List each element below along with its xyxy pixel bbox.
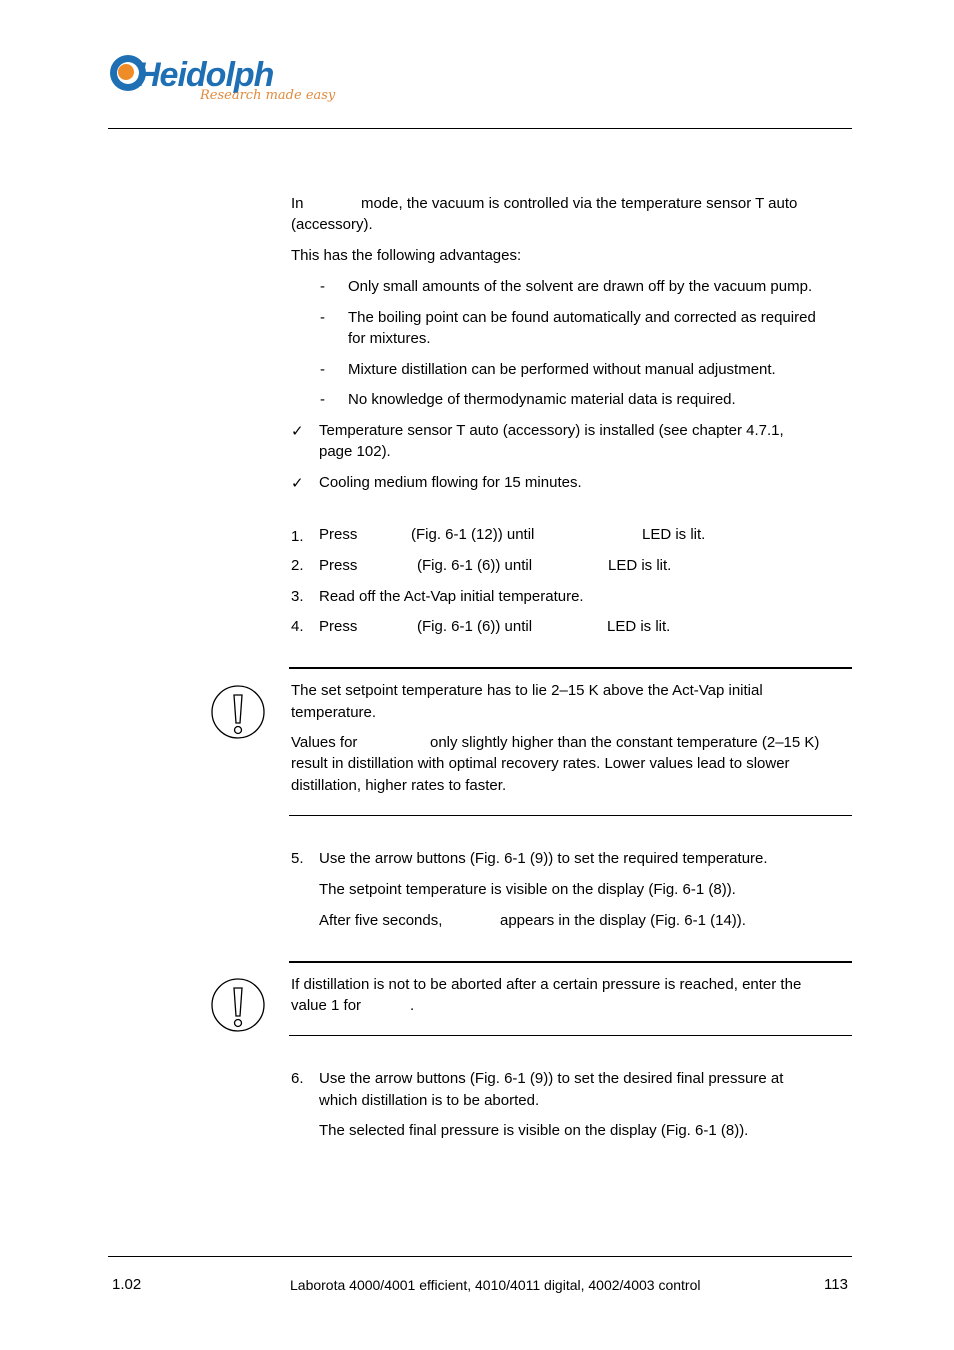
- footer-title: Laborota 4000/4001 efficient, 4010/4011 digital, 4002/4003 control: [290, 1277, 701, 1293]
- check-icon: ✓: [291, 475, 304, 492]
- header-rule: [108, 128, 852, 129]
- list-item: for mixtures.: [348, 330, 431, 347]
- intro-line-1b: mode, the vacuum is controlled via the temperature sensor T auto: [361, 195, 798, 212]
- intro-line-1a: In: [291, 195, 304, 212]
- step-number: 4.: [291, 618, 304, 635]
- precondition-item: page 102).: [319, 443, 391, 460]
- precondition-item: Cooling medium flowing for 15 minutes.: [319, 474, 582, 491]
- note-text: distillation, higher rates to faster.: [291, 777, 507, 794]
- step-number: 6.: [291, 1070, 304, 1087]
- step-number: 3.: [291, 588, 304, 605]
- precondition-item: Temperature sensor T auto (accessory) is installed (see chapter 4.7.1,: [319, 422, 784, 439]
- step-text: LED is lit.: [607, 618, 671, 635]
- step-result: The selected final pressure is visible on the display (Fig. 6-1 (8)).: [319, 1122, 749, 1139]
- note-text: The set setpoint temperature has to lie 2–15 K above the Act-Vap initial: [291, 682, 763, 699]
- step-result: appears in the display (Fig. 6-1 (14)).: [500, 912, 746, 929]
- step-text: Use the arrow buttons (Fig. 6-1 (9)) to set the required temperature.: [319, 850, 768, 867]
- list-item: The boiling point can be found automatically and corrected as required: [348, 309, 816, 326]
- step-number: 5.: [291, 850, 304, 867]
- note-text: value 1 for: [291, 997, 362, 1014]
- list-bullet: -: [320, 361, 325, 378]
- warning-icon: [209, 976, 267, 1034]
- step-text: Press: [319, 526, 358, 543]
- logo-wordmark: Heidolph: [136, 56, 274, 94]
- note-text: result in distillation with optimal recovery rates. Lower values lead to slower: [291, 755, 790, 772]
- step-text: LED is lit.: [642, 526, 706, 543]
- list-bullet: -: [320, 391, 325, 408]
- step-text: (Fig. 6-1 (6)) until: [417, 618, 533, 635]
- step-text: LED is lit.: [608, 557, 672, 574]
- note-text: If distillation is not to be aborted after a certain pressure is reached, enter the: [291, 976, 802, 993]
- step-text: (Fig. 6-1 (6)) until: [417, 557, 533, 574]
- step-number: 2.: [291, 557, 304, 574]
- warning-icon: [209, 683, 267, 741]
- note-rule-top: [289, 667, 852, 669]
- intro-line-2: (accessory).: [291, 216, 373, 233]
- footer-rule: [108, 1256, 852, 1257]
- footer-page-number: 113: [824, 1276, 848, 1293]
- step-text: Read off the Act-Vap initial temperature.: [319, 588, 584, 605]
- list-item: Mixture distillation can be performed without manual adjustment.: [348, 361, 776, 378]
- logo-tagline: Research made easy: [200, 88, 336, 103]
- note-text: Values for: [291, 734, 358, 751]
- list-item: No knowledge of thermodynamic material data is required.: [348, 391, 736, 408]
- list-bullet: -: [320, 278, 325, 295]
- step-number: 1.: [291, 528, 304, 545]
- step-text: (Fig. 6-1 (12)) until: [411, 526, 535, 543]
- step-text: Press: [319, 618, 358, 635]
- note-rule-bottom: [289, 1035, 852, 1036]
- footer-version: 1.02: [112, 1276, 142, 1293]
- note-rule-top: [289, 961, 852, 963]
- note-text: temperature.: [291, 704, 377, 721]
- step-result: The setpoint temperature is visible on the display (Fig. 6-1 (8)).: [319, 881, 736, 898]
- list-bullet: -: [320, 309, 325, 326]
- note-text: only slightly higher than the constant temperature (2–15 K): [430, 734, 820, 751]
- note-rule-bottom: [289, 815, 852, 816]
- advantages-heading: This has the following advantages:: [291, 247, 522, 264]
- step-text: which distillation is to be aborted.: [319, 1092, 540, 1109]
- step-text: Press: [319, 557, 358, 574]
- list-item: Only small amounts of the solvent are drawn off by the vacuum pump.: [348, 278, 813, 295]
- step-text: Use the arrow buttons (Fig. 6-1 (9)) to set the desired final pressure at: [319, 1070, 784, 1087]
- note-text: .: [410, 997, 415, 1014]
- step-result: After five seconds,: [319, 912, 443, 929]
- check-icon: ✓: [291, 423, 304, 440]
